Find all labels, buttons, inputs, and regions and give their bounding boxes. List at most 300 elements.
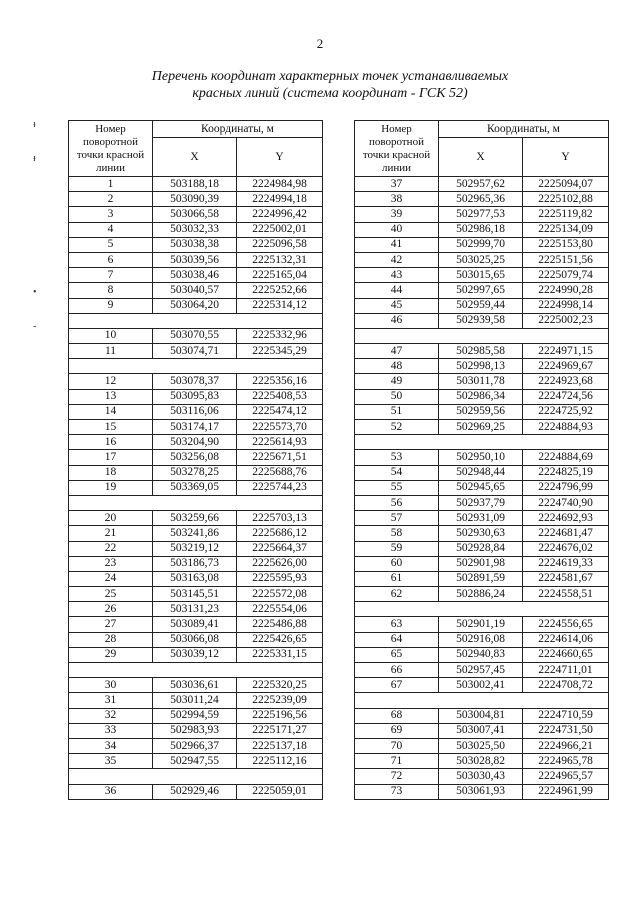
y-coordinate-cell: 2225151,56 xyxy=(523,252,609,267)
point-number-cell: 54 xyxy=(355,465,439,480)
x-coordinate-cell: 502950,10 xyxy=(439,450,523,465)
y-coordinate-cell: 2225134,09 xyxy=(523,222,609,237)
y-coordinate-cell: 2225079,74 xyxy=(523,268,609,283)
point-number-cell: 68 xyxy=(355,708,439,723)
table-row xyxy=(355,571,609,586)
y-coordinate-cell: 2225153,80 xyxy=(523,237,609,252)
table-row xyxy=(355,541,609,556)
x-coordinate-cell: 503369,05 xyxy=(153,480,237,495)
x-coordinate-cell: 502986,18 xyxy=(439,222,523,237)
x-coordinate-cell: 503174,17 xyxy=(153,420,237,435)
point-number-cell: 26 xyxy=(69,602,153,617)
x-coordinate-cell: 502939,58 xyxy=(439,313,523,328)
x-coordinate-cell: 502994,59 xyxy=(153,708,237,723)
point-number-cell: 70 xyxy=(355,738,439,753)
y-coordinate-cell: 2225688,76 xyxy=(237,465,323,480)
table-row xyxy=(69,632,323,647)
point-number-cell: 34 xyxy=(69,738,153,753)
y-coordinate-cell: 2225573,70 xyxy=(237,420,323,435)
y-coordinate-cell: 2225664,37 xyxy=(237,541,323,556)
point-number-cell: 47 xyxy=(355,344,439,359)
y-coordinate-cell: 2225744,23 xyxy=(237,480,323,495)
point-number-cell: 38 xyxy=(355,192,439,207)
point-number-cell: 44 xyxy=(355,283,439,298)
y-coordinate-cell: 2224994,18 xyxy=(237,192,323,207)
table-row xyxy=(355,192,609,207)
point-number-cell: 27 xyxy=(69,617,153,632)
point-number-cell: 5 xyxy=(69,237,153,252)
coordinates-table-left xyxy=(68,120,323,800)
x-coordinate-cell: 502945,65 xyxy=(439,480,523,495)
table-row xyxy=(69,587,323,602)
point-number-cell: 53 xyxy=(355,450,439,465)
x-coordinate-cell: 503038,46 xyxy=(153,268,237,283)
table-row xyxy=(69,283,323,298)
point-number-cell: 2 xyxy=(69,192,153,207)
table-row xyxy=(69,404,323,419)
point-number-cell: 4 xyxy=(69,222,153,237)
table-row xyxy=(355,359,609,374)
y-coordinate-cell: 2224961,99 xyxy=(523,784,609,799)
margin-mark: • xyxy=(33,287,37,298)
table-row xyxy=(355,784,609,799)
y-coordinate-cell: 2225112,16 xyxy=(237,754,323,769)
table-row xyxy=(355,526,609,541)
point-number-cell: 32 xyxy=(69,708,153,723)
x-coordinate-cell: 502928,84 xyxy=(439,541,523,556)
table-row xyxy=(69,511,323,526)
point-number-cell: 28 xyxy=(69,632,153,647)
x-coordinate-cell: 503066,58 xyxy=(153,207,237,222)
point-number-cell: 36 xyxy=(69,784,153,799)
table-row xyxy=(355,344,609,359)
y-coordinate-cell: 2224676,02 xyxy=(523,541,609,556)
table-row xyxy=(355,647,609,662)
y-coordinate-cell: 2225094,07 xyxy=(523,177,609,192)
point-number-cell: 42 xyxy=(355,252,439,267)
x-coordinate-cell: 503278,25 xyxy=(153,465,237,480)
point-number-cell: 40 xyxy=(355,222,439,237)
x-coordinate-cell: 502966,37 xyxy=(153,738,237,753)
table-row xyxy=(355,723,609,738)
x-coordinate-cell: 503061,93 xyxy=(439,784,523,799)
y-coordinate-cell: 2224708,72 xyxy=(523,678,609,693)
table-row xyxy=(69,556,323,571)
header-x: X xyxy=(439,138,523,177)
table-row xyxy=(69,480,323,495)
x-coordinate-cell: 502930,63 xyxy=(439,526,523,541)
y-coordinate-cell: 2225614,93 xyxy=(237,435,323,450)
table-row xyxy=(355,298,609,313)
point-number-cell: 3 xyxy=(69,207,153,222)
point-number-cell: 29 xyxy=(69,647,153,662)
y-coordinate-cell: 2225332,96 xyxy=(237,328,323,343)
x-coordinate-cell: 502891,59 xyxy=(439,571,523,586)
separator-cell xyxy=(355,328,609,343)
y-coordinate-cell: 2224614,06 xyxy=(523,632,609,647)
point-number-cell: 61 xyxy=(355,571,439,586)
y-coordinate-cell: 2224996,42 xyxy=(237,207,323,222)
x-coordinate-cell: 502886,24 xyxy=(439,587,523,602)
title-line-2: красных линий (система координат - ГСК 52) xyxy=(192,86,468,101)
y-coordinate-cell: 2225059,01 xyxy=(237,784,323,799)
table-row xyxy=(355,632,609,647)
header-point-number: Номер поворотной точки красной линии xyxy=(355,121,439,177)
table-row xyxy=(355,465,609,480)
x-coordinate-cell: 502977,53 xyxy=(439,207,523,222)
y-coordinate-cell: 2225686,12 xyxy=(237,526,323,541)
y-coordinate-cell: 2225137,18 xyxy=(237,738,323,753)
x-coordinate-cell: 503002,41 xyxy=(439,678,523,693)
table-row xyxy=(69,177,323,192)
x-coordinate-cell: 503219,12 xyxy=(153,541,237,556)
x-coordinate-cell: 502957,45 xyxy=(439,663,523,678)
y-coordinate-cell: 2224556,65 xyxy=(523,617,609,632)
y-coordinate-cell: 2224710,59 xyxy=(523,708,609,723)
table-row xyxy=(69,237,323,252)
table-separator-row xyxy=(355,328,609,343)
x-coordinate-cell: 502957,62 xyxy=(439,177,523,192)
y-coordinate-cell: 2225002,01 xyxy=(237,222,323,237)
y-coordinate-cell: 2224725,92 xyxy=(523,404,609,419)
point-number-cell: 55 xyxy=(355,480,439,495)
y-coordinate-cell: 2224825,19 xyxy=(523,465,609,480)
margin-mark: ᵻ xyxy=(33,153,36,164)
y-coordinate-cell: 2224971,15 xyxy=(523,344,609,359)
y-coordinate-cell: 2224884,69 xyxy=(523,450,609,465)
point-number-cell: 16 xyxy=(69,435,153,450)
table-row xyxy=(69,526,323,541)
y-coordinate-cell: 2225239,09 xyxy=(237,693,323,708)
x-coordinate-cell: 503025,25 xyxy=(439,252,523,267)
y-coordinate-cell: 2225474,12 xyxy=(237,404,323,419)
point-number-cell: 66 xyxy=(355,663,439,678)
table-row xyxy=(69,328,323,343)
y-coordinate-cell: 2224884,93 xyxy=(523,420,609,435)
x-coordinate-cell: 502959,44 xyxy=(439,298,523,313)
y-coordinate-cell: 2224966,21 xyxy=(523,738,609,753)
table-separator-row xyxy=(355,693,609,708)
table-row xyxy=(69,374,323,389)
x-coordinate-cell: 502983,93 xyxy=(153,723,237,738)
separator-cell xyxy=(355,435,609,450)
point-number-cell: 52 xyxy=(355,420,439,435)
table-row xyxy=(69,647,323,662)
x-coordinate-cell: 503204,90 xyxy=(153,435,237,450)
table-row xyxy=(69,192,323,207)
x-coordinate-cell: 502947,55 xyxy=(153,754,237,769)
y-coordinate-cell: 2225426,65 xyxy=(237,632,323,647)
x-coordinate-cell: 503188,18 xyxy=(153,177,237,192)
header-y: Y xyxy=(237,138,323,177)
y-coordinate-cell: 2224660,65 xyxy=(523,647,609,662)
margin-mark: ᵻ xyxy=(33,119,36,130)
x-coordinate-cell: 502901,98 xyxy=(439,556,523,571)
table-row xyxy=(69,738,323,753)
table-row xyxy=(355,480,609,495)
point-number-cell: 20 xyxy=(69,511,153,526)
x-coordinate-cell: 503064,20 xyxy=(153,298,237,313)
x-coordinate-cell: 503040,57 xyxy=(153,283,237,298)
x-coordinate-cell: 503028,82 xyxy=(439,754,523,769)
separator-cell xyxy=(69,495,323,510)
table-row xyxy=(355,313,609,328)
table-row xyxy=(355,754,609,769)
table-row xyxy=(355,556,609,571)
point-number-cell: 25 xyxy=(69,587,153,602)
x-coordinate-cell: 503074,71 xyxy=(153,344,237,359)
y-coordinate-cell: 2225171,27 xyxy=(237,723,323,738)
point-number-cell: 45 xyxy=(355,298,439,313)
x-coordinate-cell: 503186,73 xyxy=(153,556,237,571)
table-row xyxy=(355,420,609,435)
x-coordinate-cell: 502940,83 xyxy=(439,647,523,662)
x-coordinate-cell: 502901,19 xyxy=(439,617,523,632)
table-row xyxy=(355,283,609,298)
x-coordinate-cell: 503089,41 xyxy=(153,617,237,632)
point-number-cell: 43 xyxy=(355,268,439,283)
y-coordinate-cell: 2224969,67 xyxy=(523,359,609,374)
x-coordinate-cell: 503036,61 xyxy=(153,678,237,693)
table-separator-row xyxy=(69,359,323,374)
x-coordinate-cell: 503259,66 xyxy=(153,511,237,526)
y-coordinate-cell: 2225132,31 xyxy=(237,252,323,267)
point-number-cell: 60 xyxy=(355,556,439,571)
x-coordinate-cell: 503032,33 xyxy=(153,222,237,237)
y-coordinate-cell: 2225572,08 xyxy=(237,587,323,602)
point-number-cell: 22 xyxy=(69,541,153,556)
table-row xyxy=(355,177,609,192)
y-coordinate-cell: 2225408,53 xyxy=(237,389,323,404)
table-row xyxy=(69,344,323,359)
point-number-cell: 64 xyxy=(355,632,439,647)
y-coordinate-cell: 2224681,47 xyxy=(523,526,609,541)
separator-cell xyxy=(355,602,609,617)
point-number-cell: 46 xyxy=(355,313,439,328)
table-row xyxy=(69,678,323,693)
x-coordinate-cell: 503256,08 xyxy=(153,450,237,465)
table-separator-row xyxy=(355,602,609,617)
table-row xyxy=(355,617,609,632)
y-coordinate-cell: 2225252,66 xyxy=(237,283,323,298)
point-number-cell: 7 xyxy=(69,268,153,283)
x-coordinate-cell: 503131,23 xyxy=(153,602,237,617)
y-coordinate-cell: 2224796,99 xyxy=(523,480,609,495)
y-coordinate-cell: 2225165,04 xyxy=(237,268,323,283)
point-number-cell: 67 xyxy=(355,678,439,693)
x-coordinate-cell: 502997,65 xyxy=(439,283,523,298)
point-number-cell: 48 xyxy=(355,359,439,374)
x-coordinate-cell: 502965,36 xyxy=(439,192,523,207)
x-coordinate-cell: 502986,34 xyxy=(439,389,523,404)
x-coordinate-cell: 503116,06 xyxy=(153,404,237,419)
x-coordinate-cell: 502969,25 xyxy=(439,420,523,435)
point-number-cell: 51 xyxy=(355,404,439,419)
x-coordinate-cell: 503095,83 xyxy=(153,389,237,404)
x-coordinate-cell: 503039,12 xyxy=(153,647,237,662)
x-coordinate-cell: 502959,56 xyxy=(439,404,523,419)
table-row xyxy=(355,663,609,678)
table-row xyxy=(69,541,323,556)
table-separator-row xyxy=(355,435,609,450)
y-coordinate-cell: 2225595,93 xyxy=(237,571,323,586)
y-coordinate-cell: 2224581,67 xyxy=(523,571,609,586)
separator-cell xyxy=(69,769,323,784)
table-row xyxy=(69,465,323,480)
y-coordinate-cell: 2224740,90 xyxy=(523,495,609,510)
y-coordinate-cell: 2225345,29 xyxy=(237,344,323,359)
point-number-cell: 72 xyxy=(355,769,439,784)
table-row xyxy=(355,587,609,602)
table-row xyxy=(355,389,609,404)
x-coordinate-cell: 502931,09 xyxy=(439,511,523,526)
y-coordinate-cell: 2225196,56 xyxy=(237,708,323,723)
point-number-cell: 41 xyxy=(355,237,439,252)
y-coordinate-cell: 2225554,06 xyxy=(237,602,323,617)
x-coordinate-cell: 502985,58 xyxy=(439,344,523,359)
point-number-cell: 18 xyxy=(69,465,153,480)
point-number-cell: 11 xyxy=(69,344,153,359)
point-number-cell: 49 xyxy=(355,374,439,389)
point-number-cell: 65 xyxy=(355,647,439,662)
x-coordinate-cell: 503241,86 xyxy=(153,526,237,541)
point-number-cell: 39 xyxy=(355,207,439,222)
table-row xyxy=(69,222,323,237)
x-coordinate-cell: 503015,65 xyxy=(439,268,523,283)
y-coordinate-cell: 2225119,82 xyxy=(523,207,609,222)
point-number-cell: 14 xyxy=(69,404,153,419)
table-separator-row xyxy=(69,313,323,328)
x-coordinate-cell: 503070,55 xyxy=(153,328,237,343)
x-coordinate-cell: 502999,70 xyxy=(439,237,523,252)
point-number-cell: 23 xyxy=(69,556,153,571)
point-number-cell: 1 xyxy=(69,177,153,192)
y-coordinate-cell: 2224711,01 xyxy=(523,663,609,678)
x-coordinate-cell: 502948,44 xyxy=(439,465,523,480)
x-coordinate-cell: 503004,81 xyxy=(439,708,523,723)
y-coordinate-cell: 2225314,12 xyxy=(237,298,323,313)
table-row xyxy=(69,389,323,404)
x-coordinate-cell: 503007,41 xyxy=(439,723,523,738)
point-number-cell: 58 xyxy=(355,526,439,541)
y-coordinate-cell: 2224965,57 xyxy=(523,769,609,784)
table-row xyxy=(355,708,609,723)
page-number: 2 xyxy=(316,36,324,51)
table-row xyxy=(69,784,323,799)
table-row xyxy=(69,252,323,267)
point-number-cell: 50 xyxy=(355,389,439,404)
x-coordinate-cell: 503163,08 xyxy=(153,571,237,586)
x-coordinate-cell: 503038,38 xyxy=(153,237,237,252)
table-row xyxy=(69,693,323,708)
x-coordinate-cell: 502929,46 xyxy=(153,784,237,799)
point-number-cell: 19 xyxy=(69,480,153,495)
y-coordinate-cell: 2224692,93 xyxy=(523,511,609,526)
x-coordinate-cell: 503030,43 xyxy=(439,769,523,784)
point-number-cell: 21 xyxy=(69,526,153,541)
table-row xyxy=(355,252,609,267)
document-title xyxy=(120,68,540,102)
y-coordinate-cell: 2225002,23 xyxy=(523,313,609,328)
table-row xyxy=(69,207,323,222)
point-number-cell: 13 xyxy=(69,389,153,404)
point-number-cell: 30 xyxy=(69,678,153,693)
table-row xyxy=(69,298,323,313)
x-coordinate-cell: 503039,56 xyxy=(153,252,237,267)
point-number-cell: 12 xyxy=(69,374,153,389)
x-coordinate-cell: 503078,37 xyxy=(153,374,237,389)
point-number-cell: 62 xyxy=(355,587,439,602)
point-number-cell: 6 xyxy=(69,252,153,267)
y-coordinate-cell: 2225703,13 xyxy=(237,511,323,526)
x-coordinate-cell: 503025,50 xyxy=(439,738,523,753)
point-number-cell: 73 xyxy=(355,784,439,799)
y-coordinate-cell: 2225102,88 xyxy=(523,192,609,207)
separator-cell xyxy=(69,313,323,328)
separator-cell xyxy=(355,693,609,708)
table-row xyxy=(69,602,323,617)
header-coordinates: Координаты, м xyxy=(153,121,323,138)
x-coordinate-cell: 502916,08 xyxy=(439,632,523,647)
x-coordinate-cell: 503090,39 xyxy=(153,192,237,207)
point-number-cell: 71 xyxy=(355,754,439,769)
y-coordinate-cell: 2224984,98 xyxy=(237,177,323,192)
table-separator-row xyxy=(69,495,323,510)
point-number-cell: 10 xyxy=(69,328,153,343)
table-row xyxy=(355,268,609,283)
y-coordinate-cell: 2225486,88 xyxy=(237,617,323,632)
table-row xyxy=(355,404,609,419)
y-coordinate-cell: 2225320,25 xyxy=(237,678,323,693)
point-number-cell: 33 xyxy=(69,723,153,738)
point-number-cell: 69 xyxy=(355,723,439,738)
table-body-right xyxy=(355,177,609,800)
y-coordinate-cell: 2224731,50 xyxy=(523,723,609,738)
table-row xyxy=(69,435,323,450)
coordinates-table-right xyxy=(354,120,609,800)
y-coordinate-cell: 2224965,78 xyxy=(523,754,609,769)
x-coordinate-cell: 503011,24 xyxy=(153,693,237,708)
table-row xyxy=(69,723,323,738)
table-row xyxy=(69,754,323,769)
table-row xyxy=(355,495,609,510)
x-coordinate-cell: 503011,78 xyxy=(439,374,523,389)
table-row xyxy=(355,678,609,693)
header-y: Y xyxy=(523,138,609,177)
x-coordinate-cell: 502937,79 xyxy=(439,495,523,510)
point-number-cell: 9 xyxy=(69,298,153,313)
y-coordinate-cell: 2224619,33 xyxy=(523,556,609,571)
y-coordinate-cell: 2224558,51 xyxy=(523,587,609,602)
table-row xyxy=(355,207,609,222)
header-x: X xyxy=(153,138,237,177)
point-number-cell: 63 xyxy=(355,617,439,632)
y-coordinate-cell: 2225671,51 xyxy=(237,450,323,465)
table-row xyxy=(355,450,609,465)
point-number-cell: 56 xyxy=(355,495,439,510)
table-row xyxy=(355,769,609,784)
x-coordinate-cell: 502998,13 xyxy=(439,359,523,374)
y-coordinate-cell: 2224724,56 xyxy=(523,389,609,404)
table-row xyxy=(69,617,323,632)
table-row xyxy=(355,237,609,252)
point-number-cell: 17 xyxy=(69,450,153,465)
y-coordinate-cell: 2225331,15 xyxy=(237,647,323,662)
header-coordinates: Координаты, м xyxy=(439,121,609,138)
y-coordinate-cell: 2224923,68 xyxy=(523,374,609,389)
point-number-cell: 57 xyxy=(355,511,439,526)
table-separator-row xyxy=(69,769,323,784)
